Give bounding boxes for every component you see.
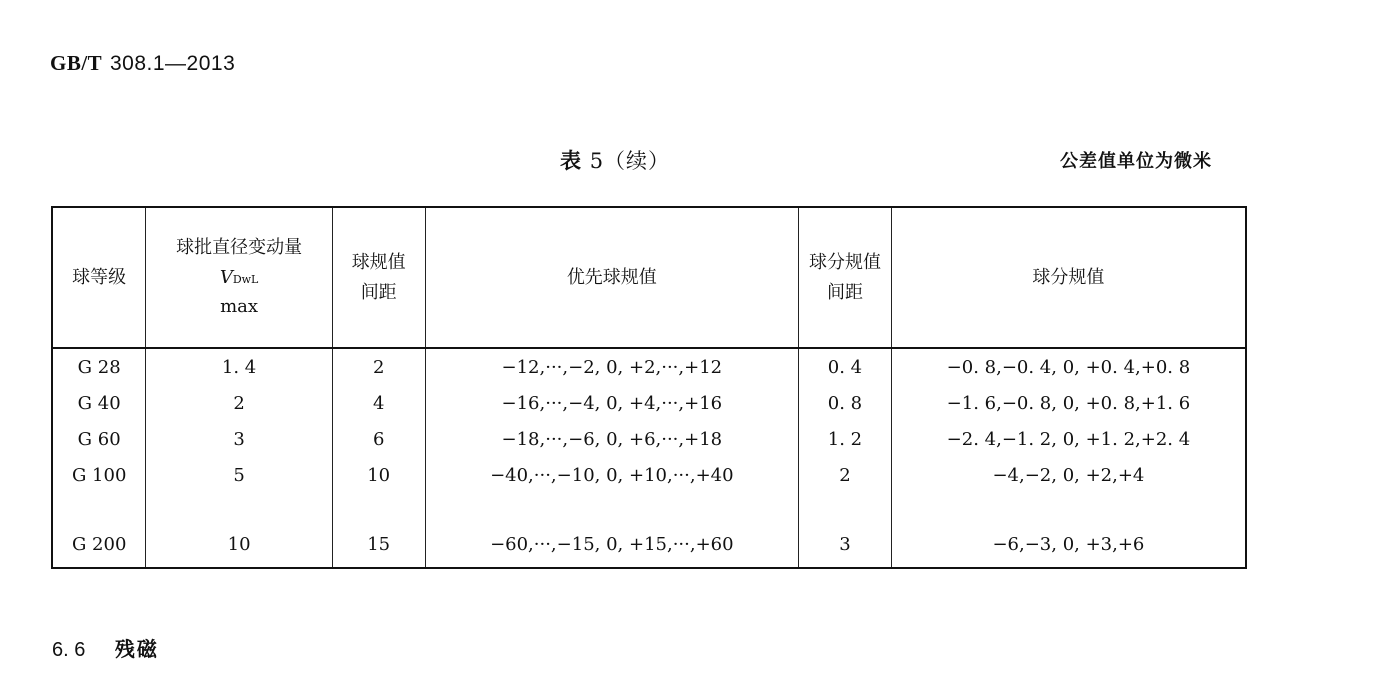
cell-sub-interval: 3 [799,521,892,568]
table-row [52,421,1246,457]
cell-interval: 2 [332,348,425,385]
cell-batch: 2 [146,385,332,421]
cell-sub-values: −1. 6,−0. 8, 0, +0. 8,+1. 6 [891,385,1246,421]
header-preferred-gauge: 优先球规值 [425,207,799,348]
table-header-row [52,207,1246,348]
section-heading [52,633,159,662]
cell-grade: G 200 [52,521,146,568]
header-batch-variation [146,207,332,348]
spacer-cell [332,493,425,521]
header-gauge-interval [332,207,425,348]
cell-preferred: −18,···,−6, 0, +6,···,+18 [425,421,799,457]
table-row [52,385,1246,421]
unit-note: 公差值单位为微米 [1060,151,1212,172]
cell-grade: G 60 [52,421,146,457]
cell-grade: G 40 [52,385,146,421]
header-gauge-interval-line2: 间距 [360,281,397,303]
cell-preferred: −60,···,−15, 0, +15,···,+60 [425,521,799,568]
cell-interval: 15 [332,521,425,568]
cell-interval: 6 [332,421,425,457]
cell-interval: 10 [332,457,425,493]
spacer-cell [799,493,892,521]
cell-batch: 1. 4 [146,348,332,385]
cell-sub-interval: 1. 2 [799,421,892,457]
table-row [52,348,1246,385]
cell-grade: G 100 [52,457,146,493]
table-spacer-row [52,493,1246,521]
standard-code: GB/T [50,51,103,75]
spacer-cell [146,493,332,521]
batch-symbol-letter: V [219,266,233,288]
standard-number: 308.1—2013 [110,52,236,75]
spacer-cell [425,493,799,521]
cell-batch: 10 [146,521,332,568]
header-batch-symbol [147,263,330,293]
spacer-cell [891,493,1246,521]
table-row [52,521,1246,568]
table-label: 表 [560,148,582,173]
cell-preferred: −12,···,−2, 0, +2,···,+12 [425,348,799,385]
header-grade: 球等级 [52,207,146,348]
table-row [52,457,1246,493]
cell-preferred: −16,···,−4, 0, +4,···,+16 [425,385,799,421]
cell-sub-values: −0. 8,−0. 4, 0, +0. 4,+0. 8 [891,348,1246,385]
cell-preferred: −40,···,−10, 0, +10,···,+40 [425,457,799,493]
cell-sub-values: −2. 4,−1. 2, 0, +1. 2,+2. 4 [891,421,1246,457]
cell-sub-interval: 0. 8 [799,385,892,421]
cell-sub-interval: 2 [799,457,892,493]
cell-batch: 3 [146,421,332,457]
section-number: 6. 6 [52,639,86,661]
table-caption [560,145,670,175]
cell-sub-values: −4,−2, 0, +2,+4 [891,457,1246,493]
header-batch-line1: 球批直径变动量 [176,236,303,258]
standard-id [50,50,235,76]
cell-sub-interval: 0. 4 [799,348,892,385]
cell-sub-values: −6,−3, 0, +3,+6 [891,521,1246,568]
cell-interval: 4 [332,385,425,421]
batch-symbol-subscript: DwL [232,272,259,286]
header-sub-interval-line2: 间距 [826,281,863,303]
header-sub-interval [799,207,892,348]
cell-batch: 5 [146,457,332,493]
section-title: 残磁 [114,639,159,661]
header-batch-max: max [220,296,259,318]
spacer-cell [52,493,146,521]
table-number: 5（续） [589,149,671,173]
cell-grade: G 28 [52,348,146,385]
header-gauge-interval-line1: 球规值 [351,251,406,273]
header-sub-interval-line1: 球分规值 [808,251,881,273]
tolerance-table [51,206,1247,569]
header-sub-values: 球分规值 [891,207,1246,348]
